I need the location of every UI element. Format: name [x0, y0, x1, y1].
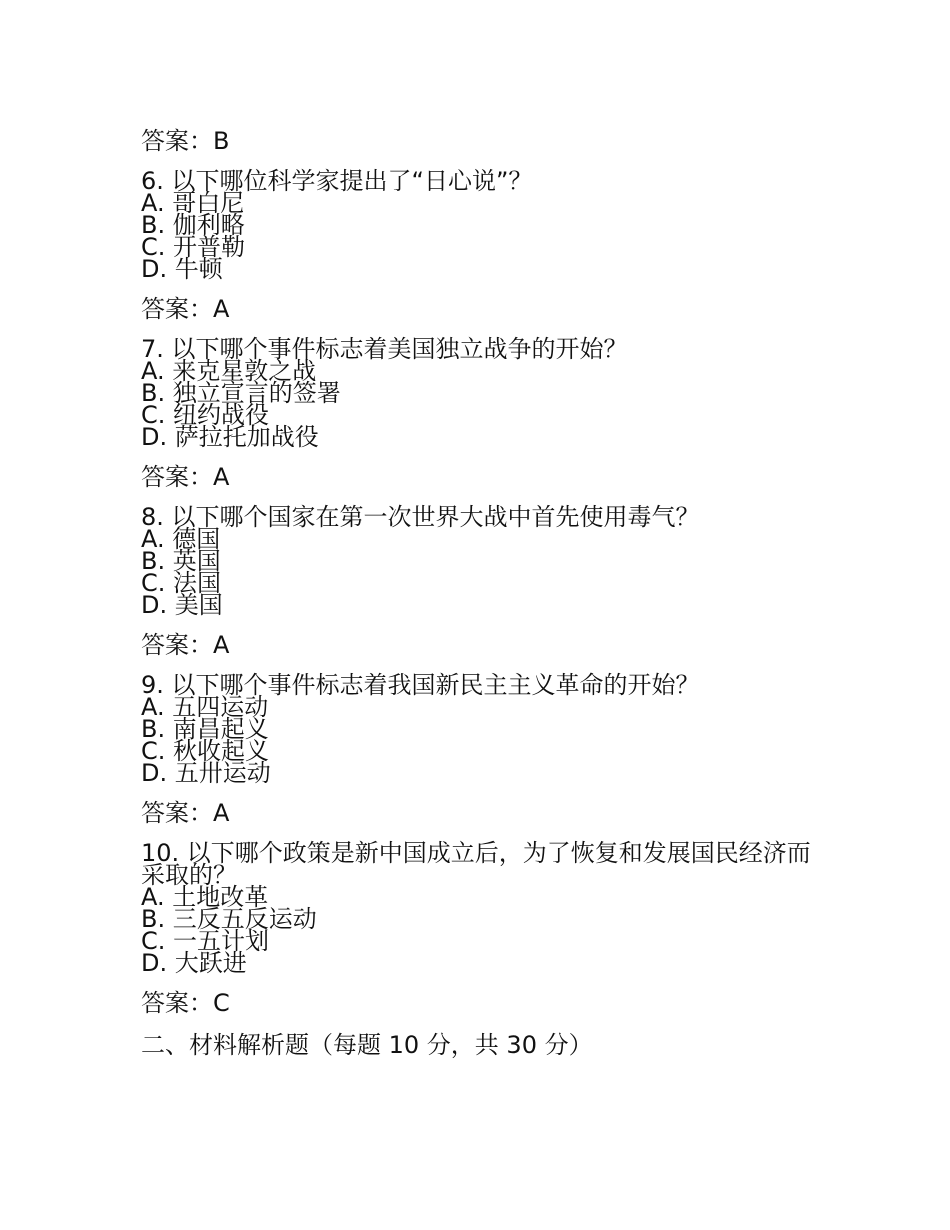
question-8: [141, 503, 821, 660]
answer-line: 答案：A: [141, 295, 230, 323]
option-d: D. 五卅运动: [141, 759, 271, 787]
question-6: [141, 167, 821, 324]
section-heading: 二、材料解析题（每题 10 分，共 30 分）: [141, 1031, 593, 1059]
question-10: [141, 839, 821, 1018]
question-7: [141, 335, 821, 492]
option-c: C. 法国: [141, 569, 222, 597]
option-b: B. 英国: [141, 547, 221, 575]
option-a: A. 哥白尼: [141, 189, 245, 217]
question-text: 10. 以下哪个政策是新中国成立后，为了恢复和发展国民经济而采取的？: [141, 839, 811, 889]
answer-line: 答案：A: [141, 799, 230, 827]
answer-line: 答案：A: [141, 631, 230, 659]
question-text: 8. 以下哪个国家在第一次世界大战中首先使用毒气？: [141, 503, 700, 531]
option-a: A. 来克星敦之战: [141, 357, 317, 385]
option-b: B. 三反五反运动: [141, 905, 317, 933]
answer-line: 答案：A: [141, 463, 230, 491]
option-a: A. 土地改革: [141, 883, 269, 911]
option-d: D. 牛顿: [141, 255, 223, 283]
option-d: D. 萨拉托加战役: [141, 423, 319, 451]
option-b: B. 南昌起义: [141, 715, 269, 743]
option-b: B. 独立宣言的签署: [141, 379, 341, 407]
option-b: B. 伽利略: [141, 211, 245, 239]
answer-line: 答案：B: [141, 127, 230, 155]
document-body: [141, 126, 821, 1060]
option-c: C. 秋收起义: [141, 737, 270, 765]
option-c: C. 开普勒: [141, 233, 246, 261]
question-9: [141, 671, 821, 828]
question-text: 7. 以下哪个事件标志着美国独立战争的开始？: [141, 335, 628, 363]
option-c: C. 纽约战役: [141, 401, 270, 429]
option-d: D. 大跃进: [141, 949, 247, 977]
question-text: 6. 以下哪位科学家提出了“日心说”？: [141, 167, 533, 195]
option-d: D. 美国: [141, 591, 223, 619]
option-a: A. 德国: [141, 525, 221, 553]
answer-line: 答案：C: [141, 989, 230, 1017]
option-c: C. 一五计划: [141, 927, 270, 955]
option-a: A. 五四运动: [141, 693, 269, 721]
question-text: 9. 以下哪个事件标志着我国新民主主义革命的开始？: [141, 671, 700, 699]
